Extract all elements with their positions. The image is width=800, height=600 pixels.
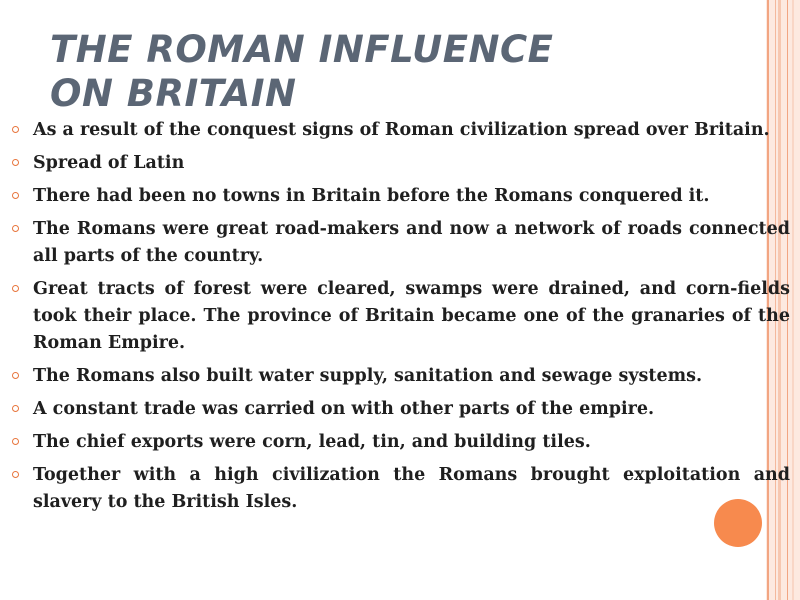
bullet-circle-icon bbox=[12, 438, 19, 445]
bullet-item bbox=[12, 150, 790, 177]
bullet-circle-icon bbox=[12, 192, 19, 199]
slide-title-line: ON BRITAIN bbox=[50, 72, 297, 115]
bullet-circle-icon bbox=[12, 372, 19, 379]
bullet-text: There had been no towns in Britain before the Romans conquered it. bbox=[33, 186, 710, 206]
bullet-text: As a result of the conquest signs of Roman civilization spread over Britain. bbox=[33, 120, 770, 140]
bullet-list bbox=[12, 117, 790, 522]
bullet-item bbox=[12, 183, 790, 210]
bullet-item bbox=[12, 396, 790, 423]
bullet-text: The Romans also built water supply, sanitation and sewage systems. bbox=[33, 366, 703, 386]
bullet-circle-icon bbox=[12, 159, 19, 166]
bullet-circle-icon bbox=[12, 405, 19, 412]
bullet-item bbox=[12, 216, 790, 270]
bullet-text: Together with a high civilization the Romans brought exploitation and slavery to the British Isles. bbox=[33, 465, 790, 512]
decorative-circle-icon bbox=[714, 499, 762, 547]
bullet-item bbox=[12, 276, 790, 357]
bullet-item bbox=[12, 363, 790, 390]
bullet-circle-icon bbox=[12, 285, 19, 292]
bullet-text: The Romans were great road-makers and now a network of roads connected all parts of the country. bbox=[33, 219, 790, 266]
slide-title bbox=[50, 28, 553, 116]
bullet-text: A constant trade was carried on with other parts of the empire. bbox=[33, 399, 655, 419]
bullet-circle-icon bbox=[12, 471, 19, 478]
bullet-text: Spread of Latin bbox=[33, 153, 185, 173]
bullet-circle-icon bbox=[12, 126, 19, 133]
bullet-text: The chief exports were corn, lead, tin, and building tiles. bbox=[33, 432, 591, 452]
bullet-circle-icon bbox=[12, 225, 19, 232]
bullet-item bbox=[12, 429, 790, 456]
slide-title-line: THE ROMAN INFLUENCE bbox=[50, 28, 554, 71]
bullet-item bbox=[12, 462, 790, 516]
bullet-text: Great tracts of forest were cleared, swamps were drained, and corn-fields took their place. The province of Britain became one of the granaries of the Roman Empire. bbox=[33, 279, 790, 353]
decorative-edge-line bbox=[792, 0, 794, 600]
bullet-item bbox=[12, 117, 790, 144]
